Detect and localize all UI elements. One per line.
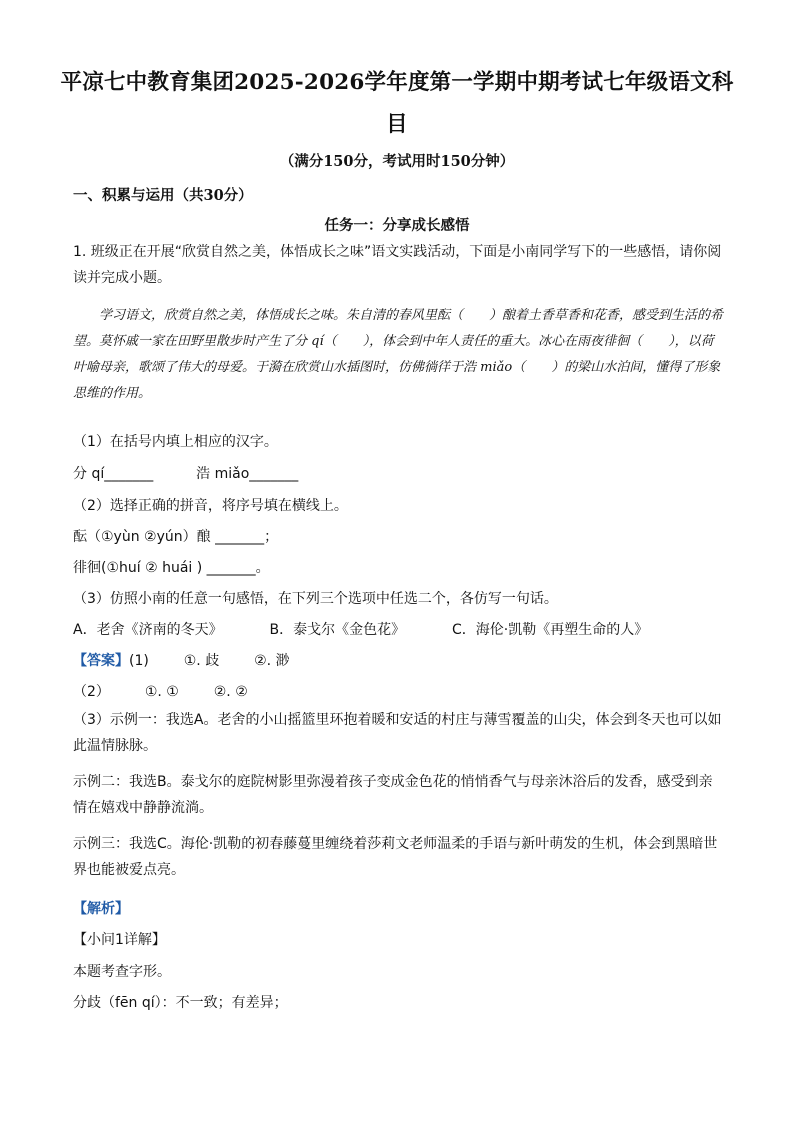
task-heading: 任务一：分享成长感悟 xyxy=(324,217,470,234)
blank-haomiao: 浩 miǎo_______ xyxy=(196,466,299,482)
analysis-label: 【解析】 xyxy=(73,901,129,917)
subquestion-2-a: 酝（①yùn ②yún）酿 _______； xyxy=(73,529,279,545)
answer-2-prefix: （2） xyxy=(73,684,110,700)
exam-subtitle: （满分150分，考试用时150分钟） xyxy=(279,153,515,170)
analysis-line-1: 本题考查字形。 xyxy=(73,964,171,980)
option-b: B．泰戈尔《金色花》 xyxy=(269,622,406,638)
option-c: C．海伦·凯勒《再塑生命的人》 xyxy=(452,622,649,638)
answer-2-2: ②. ② xyxy=(213,684,248,700)
answer-line-1 xyxy=(73,650,290,670)
subquestion-1-blanks xyxy=(73,463,298,483)
exam-title-line1: 平凉七中教育集团2025-2026学年度第一学期中期考试七年级语文科 xyxy=(60,70,734,95)
subquestion-3: （3）仿照小南的任意一句感悟，在下列三个选项中任选二个，各仿写一句话。 xyxy=(73,591,558,607)
answer-line-2 xyxy=(73,681,248,701)
answer-2-1: ①. ① xyxy=(144,684,179,700)
blank-fenqi: 分 qí_______ xyxy=(73,466,154,482)
subquestion-2: （2）选择正确的拼音，将序号填在横线上。 xyxy=(73,498,348,514)
answer-1-1: ①. 歧 xyxy=(183,653,220,669)
answer-1-prefix: (1) xyxy=(129,653,149,669)
answer-label: 【答案】 xyxy=(73,653,129,669)
exam-title-line2: 目 xyxy=(386,112,408,137)
answer-3-example-1: （3）示例一：我选A。老舍的小山摇篮里环抱着暖和安适的村庄与薄雪覆盖的山尖，体会到冬天也可以如此温情脉脉。 xyxy=(73,712,722,754)
subquestion-3-options xyxy=(73,619,648,639)
section-heading: 一、积累与运用（共30分） xyxy=(73,187,253,204)
answer-1-2: ②. 渺 xyxy=(254,653,290,669)
answer-3-example-3: 示例三：我选C。海伦·凯勒的初春藤蔓里缠绕着莎莉文老师温柔的手语与新叶萌发的生机，体会到黑暗世界也能被爱点亮。 xyxy=(73,836,718,878)
question-stem: 1. 班级正在开展“欣赏自然之美，体悟成长之味”语文实践活动，下面是小南同学写下的一些感悟，请你阅读并完成小题。 xyxy=(73,244,722,286)
option-a: A．老舍《济南的冬天》 xyxy=(73,622,223,638)
analysis-line-2: 分歧（fēn qí）：不一致；有差异； xyxy=(73,995,288,1011)
analysis-subquestion-label: 【小问1详解】 xyxy=(73,932,166,948)
exam-title xyxy=(60,62,734,146)
subquestion-1: （1）在括号内填上相应的汉字。 xyxy=(73,434,278,450)
question-passage: 学习语文，欣赏自然之美，体悟成长之味。朱自清的春风里酝（ ）酿着土香草香和花香，感受到生活的希望。莫怀戚一家在田野里散步时产生了分 qí（ ），体会到中年人责任的重大。冰心在雨夜徘徊（ ），以荷叶喻母亲，歌颂了伟大的母爱。于漪在欣赏山水插图时，仿佛徜徉于浩 miǎo（ ）的梁山水泊间，懂得了形象思维的作用。 xyxy=(73,308,724,401)
subquestion-2-b: 徘徊(①huí ② huái ) _______。 xyxy=(73,560,270,576)
answer-3-example-2: 示例二：我选B。泰戈尔的庭院树影里弥漫着孩子变成金色花的悄悄香气与母亲沐浴后的发香，感受到亲情在嬉戏中静静流淌。 xyxy=(73,774,713,816)
